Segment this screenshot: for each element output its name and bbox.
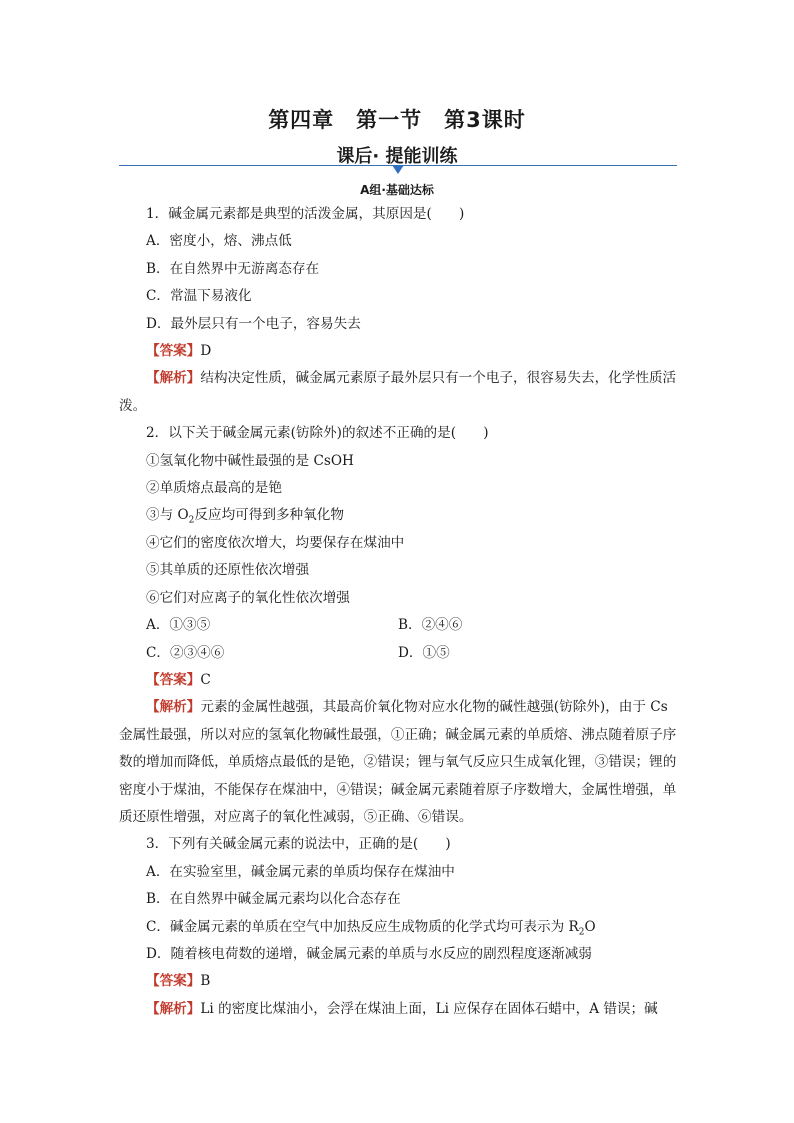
analysis-text: 元素的金属性越强，其最高价氧化物对应水化物的碱性越强(钫除外)，由于 Cs 金属性最强，所以对应的氢氧化物碱性最强，①正确；碱金属元素的单质熔、沸点随着原子序数的增加而降低，单质熔点最低的是铯，②错误；锂与氧气反应只生成氧化锂，③错误；锂的密度小于煤油，不能保存在煤油中，④错误；碱金属元素随着原子序数增大，金属性增强，单质还原性增强，对应离子的氧化性减弱，⑤正确、⑥错误。 bbox=[119, 699, 677, 825]
question-list bbox=[119, 201, 677, 1023]
question-2-option-b: B．②④⑥ bbox=[398, 617, 463, 634]
question-2-option-c: C．②③④⑥ bbox=[146, 644, 225, 661]
question-3-answer bbox=[119, 968, 677, 995]
question-2-option-a: A．①③⑤ bbox=[146, 617, 211, 634]
statement-3: ③与 $O_2$反应均可得到多种氧化物 bbox=[146, 507, 344, 527]
question-1-stem: 1．碱金属元素都是典型的活泼金属，其原因是( ) bbox=[146, 206, 465, 222]
question-2-analysis bbox=[119, 694, 677, 831]
statement-1: ①氢氧化物中碱性最强的是 CsOH bbox=[146, 452, 354, 469]
section-title: A组·基础达标 bbox=[360, 183, 434, 197]
question-1-analysis bbox=[119, 365, 677, 420]
question-3-option-b: B．在自然界中碱金属元素均以化合态存在 bbox=[146, 891, 401, 908]
question-2-option-d: D．①⑤ bbox=[398, 644, 450, 661]
answer-value: D bbox=[200, 343, 212, 360]
exercise-subtitle: 课后· 提能训练 bbox=[336, 146, 458, 167]
statement-6: ⑥它们对应离子的氧化性依次增强 bbox=[146, 589, 350, 606]
question-2-answer bbox=[119, 667, 677, 694]
analysis-tag: 【解析】 bbox=[146, 1000, 201, 1017]
question-2-options-row-2 bbox=[119, 640, 677, 667]
analysis-text: 结构决定性质，碱金属元素原子最外层只有一个电子，很容易失去，化学性质活泼。 bbox=[119, 370, 677, 414]
question-2-options-row-1 bbox=[119, 612, 677, 639]
analysis-tag: 【解析】 bbox=[146, 699, 201, 716]
question-3-analysis bbox=[119, 996, 677, 1023]
answer-value: C bbox=[200, 671, 211, 688]
statement-4: ④它们的密度依次增大，均要保存在煤油中 bbox=[146, 534, 405, 551]
statement-5: ⑤其单质的还原性依次增强 bbox=[146, 562, 310, 579]
answer-tag: 【答案】 bbox=[146, 343, 201, 360]
question-2-stem: 2．以下关于碱金属元素(钫除外)的叙述不正确的是( ) bbox=[146, 425, 489, 442]
triangle-down-icon bbox=[392, 165, 404, 174]
question-1-option-c: C．常温下易液化 bbox=[146, 288, 252, 305]
question-3-option-c: C．碱金属元素的单质在空气中加热反应生成物质的化学式均可表示为 $R_2O$ bbox=[146, 918, 596, 938]
question-1-answer bbox=[119, 338, 677, 365]
answer-value: B bbox=[200, 973, 211, 990]
question-3-option-a: A．在实验室里，碱金属元素的单质均保存在煤油中 bbox=[146, 863, 455, 880]
question-1-option-a: A．密度小，熔、沸点低 bbox=[146, 233, 292, 250]
chapter-title: 第四章 第一节 第3课时 bbox=[268, 108, 526, 132]
statement-2: ②单质熔点最高的是铯 bbox=[146, 480, 282, 497]
question-1-option-d: D．最外层只有一个电子，容易失去 bbox=[146, 315, 361, 332]
answer-tag: 【答案】 bbox=[146, 671, 201, 688]
answer-tag: 【答案】 bbox=[146, 973, 201, 990]
analysis-text: Li 的密度比煤油小，会浮在煤油上面，Li 应保存在固体石蜡中，A 错误；碱 bbox=[200, 1000, 658, 1017]
question-1-option-b: B．在自然界中无游离态存在 bbox=[146, 260, 320, 277]
question-3-option-d: D．随着核电荷数的递增，碱金属元素的单质与水反应的剧烈程度逐渐减弱 bbox=[146, 945, 592, 962]
question-3-stem: 3．下列有关碱金属元素的说法中，正确的是( ) bbox=[146, 836, 451, 853]
analysis-tag: 【解析】 bbox=[146, 370, 201, 387]
